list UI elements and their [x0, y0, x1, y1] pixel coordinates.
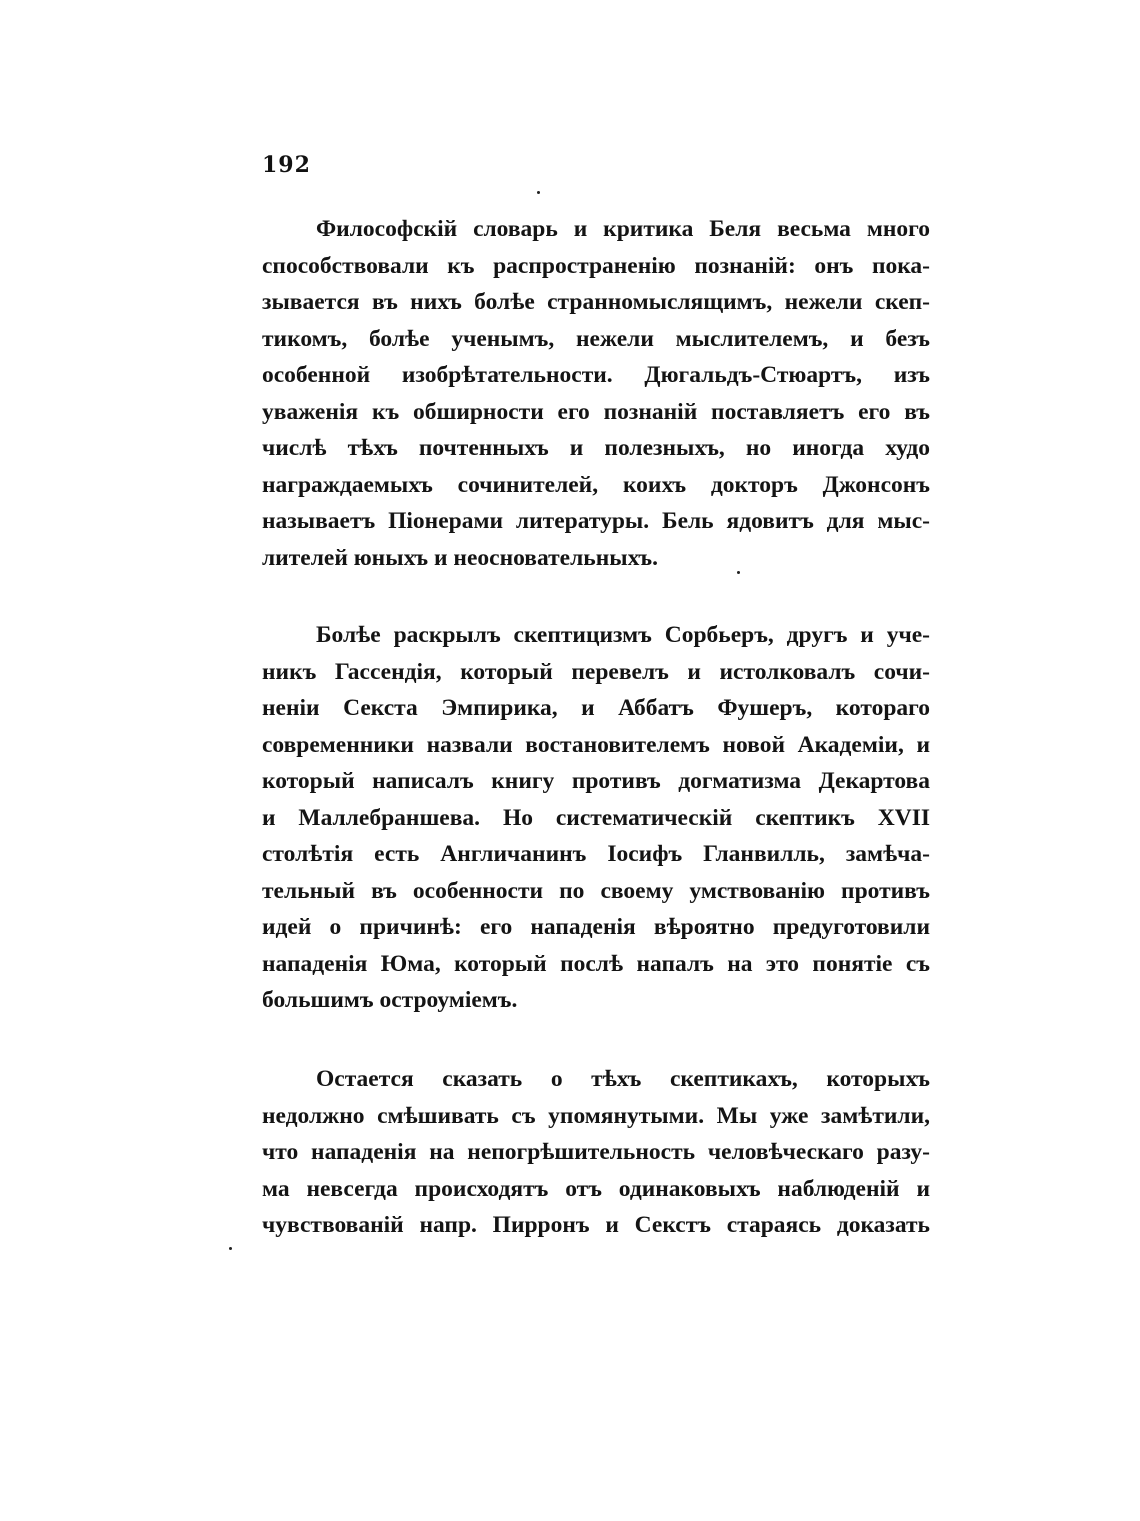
text-line: тельный въ особенности по своему умствованію противъ — [262, 877, 930, 904]
text-line: который написалъ книгу противъ догматизма Декартова — [262, 768, 930, 794]
text-line: лителей юныхъ и неосновательныхъ. — [262, 544, 659, 571]
page-number: 192 — [262, 152, 311, 178]
text-line: ма невсегда происходятъ отъ одинаковыхъ наблюденій и — [262, 1175, 930, 1202]
text-line: способствовали къ распространенію познаній: онъ пока- — [262, 252, 930, 279]
text-line: Философскій словарь и критика Беля весьма много — [316, 216, 930, 242]
text-line: современники назвали востановителемъ новой Академіи, и — [262, 731, 930, 758]
paragraph-1 — [262, 211, 930, 576]
text-line: называетъ Піонерами литературы. Бель ядовитъ для мыс- — [262, 508, 930, 534]
scan-speck — [537, 191, 540, 194]
text-line: особенной изобрѣтательности. Дюгальдъ-Стюартъ, изъ — [262, 362, 930, 388]
text-line: что нападенія на непогрѣшительность человѣческаго разу- — [262, 1139, 930, 1165]
text-line: награждаемыхъ сочинителей, коихъ докторъ Джонсонъ — [262, 471, 930, 498]
text-line: чувствованій напр. Пирронъ и Секстъ стараясь доказать — [262, 1212, 930, 1238]
scan-speck — [737, 571, 740, 574]
text-line: большимъ остроуміемъ. — [262, 987, 518, 1013]
text-line: нападенія Юма, который послѣ напалъ на это понятіе съ — [262, 950, 930, 977]
text-line: тикомъ, болѣе ученымъ, нежели мыслителемъ, и безъ — [262, 325, 930, 352]
text-line: столѣтія есть Англичанинъ Іосифъ Гланвилль, замѣча- — [262, 841, 930, 867]
text-line: уваженія къ обширности его познаній поставляетъ его въ — [262, 398, 930, 425]
scan-speck — [229, 1247, 232, 1250]
text-line: идей о причинѣ: его нападенія вѣроятно предуготовили — [262, 914, 930, 940]
text-line: неніи Секста Эмпирика, и Аббатъ Фушеръ, котораго — [262, 695, 930, 721]
paragraph-3 — [262, 1061, 930, 1244]
text-line: зывается въ нихъ болѣе странномыслящимъ, нежели скеп- — [262, 289, 930, 315]
text-line: Болѣе раскрылъ скептицизмъ Сорбьеръ, другъ и уче- — [316, 622, 930, 648]
text-line: недолжно смѣшивать съ упомянутыми. Мы уже замѣтили, — [262, 1102, 930, 1129]
text-line: никъ Гассендія, который перевелъ и истолковалъ сочи- — [262, 658, 930, 685]
text-line: и Маллебраншева. Но систематическій скептикъ XVII — [262, 804, 930, 831]
text-line: Остается сказать о тѣхъ скептикахъ, которыхъ — [316, 1066, 930, 1092]
text-line: числѣ тѣхъ почтенныхъ и полезныхъ, но иногда худо — [262, 435, 930, 461]
paragraph-2 — [262, 617, 930, 1019]
